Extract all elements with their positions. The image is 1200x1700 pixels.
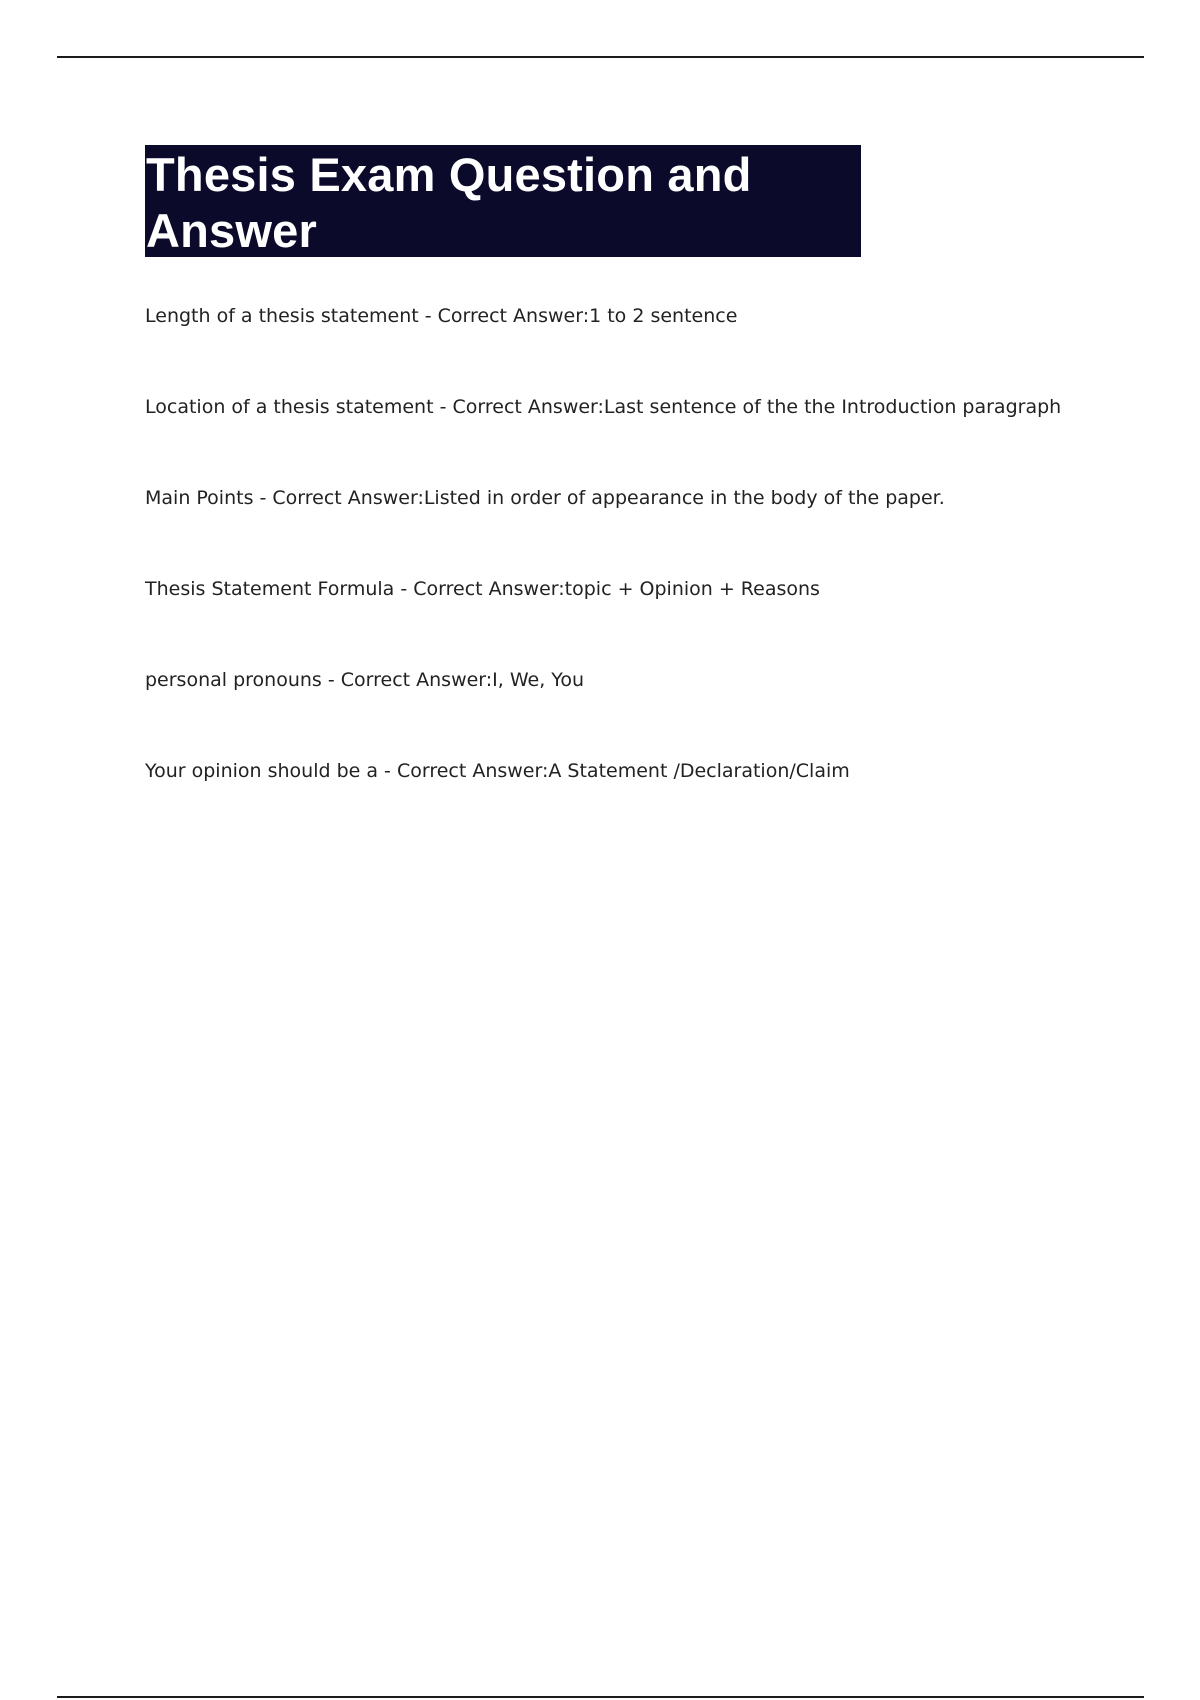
qa-item: Location of a thesis statement - Correct Answer:Last sentence of the the Introduction paragraph: [145, 396, 1062, 418]
qa-list: [145, 300, 1105, 846]
title-banner: [145, 145, 861, 257]
qa-item: Your opinion should be a - Correct Answer:A Statement /Declaration/Claim: [145, 760, 850, 782]
qa-item: Main Points - Correct Answer:Listed in order of appearance in the body of the paper.: [145, 487, 945, 509]
qa-item: personal pronouns - Correct Answer:I, We, You: [145, 669, 585, 691]
qa-item: Length of a thesis statement - Correct Answer:1 to 2 sentence: [145, 305, 738, 327]
page-title: Thesis Exam Question and Answer: [146, 148, 752, 257]
bottom-rule: [57, 1696, 1144, 1698]
qa-item: Thesis Statement Formula - Correct Answer:topic + Opinion + Reasons: [145, 578, 820, 600]
top-rule: [57, 56, 1144, 58]
